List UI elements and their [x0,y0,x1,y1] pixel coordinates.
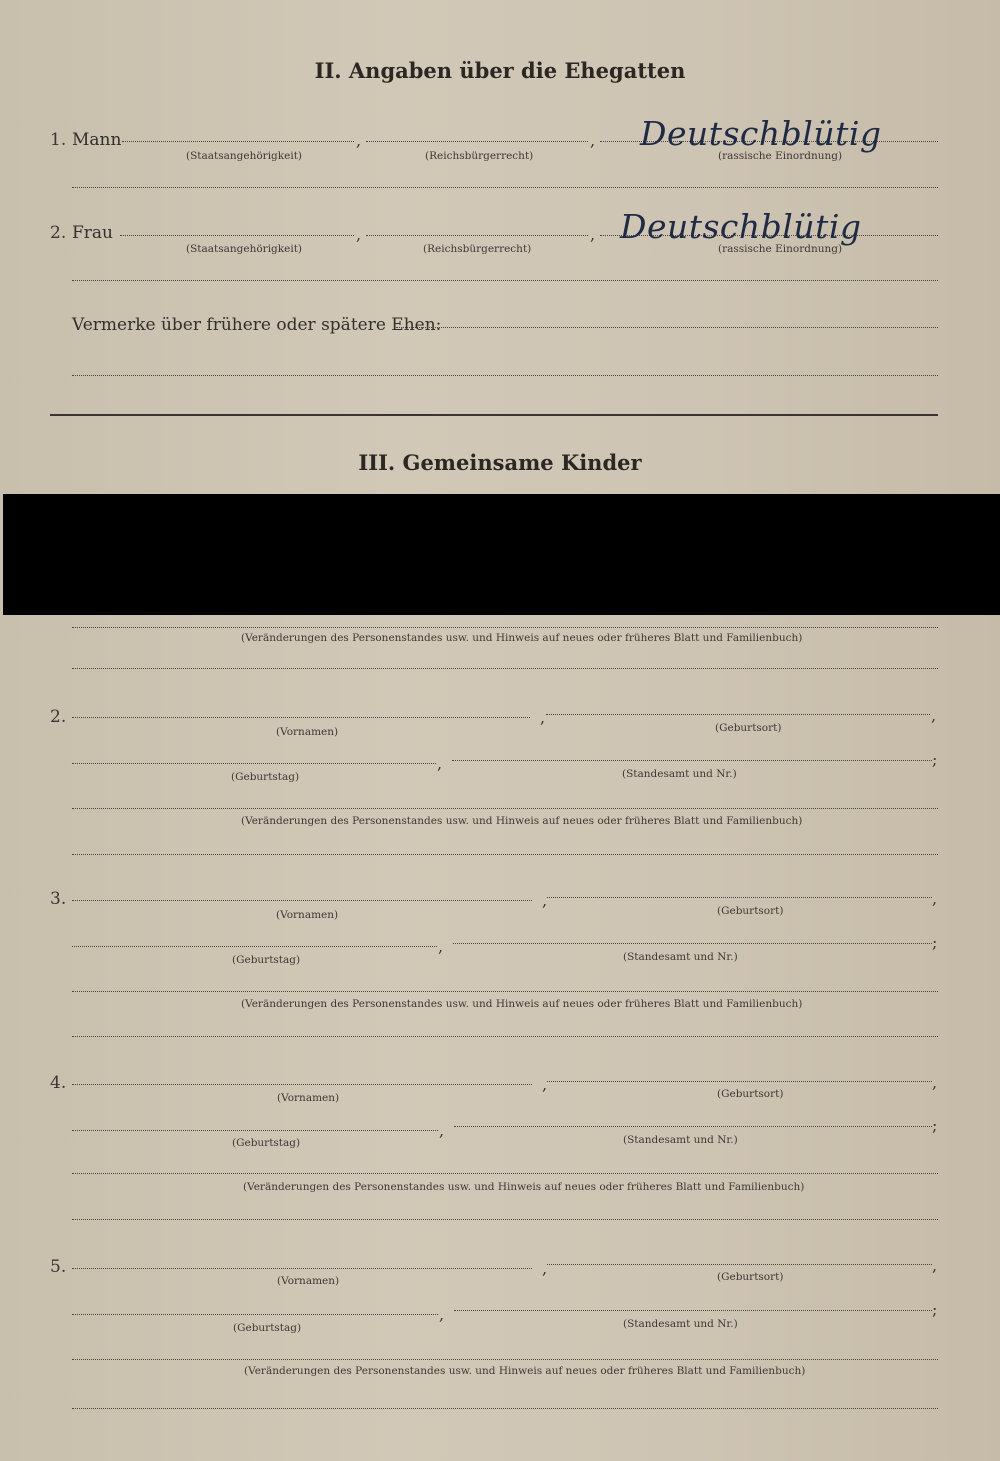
wife-label: Frau [72,223,114,243]
child-birthplace-line [546,714,930,715]
caption-changes: (Veränderungen des Personenstandes usw. und Hinweis auf neues oder früheres Blatt und Familienbuch) [244,1365,806,1377]
child-given-names-line [72,900,532,901]
wife-race-value: Deutschblütig [620,207,862,246]
caption-given-names: (Vornamen) [276,909,339,921]
section-iii-title: III. Gemeinsame Kinder [358,450,642,475]
caption-birthplace: (Geburtsort) [717,1271,784,1283]
comma: , [439,1121,445,1140]
child-2-number: 2. [50,707,67,727]
caption-race: (rassische Einordnung) [718,150,843,162]
caption-birthplace: (Geburtsort) [715,722,782,734]
child-extra-line [72,1219,938,1220]
child-extra-line [72,1036,938,1037]
caption-reich: (Reichsbürgerrecht) [425,150,534,162]
husband-reich-line [366,141,588,142]
caption-changes: (Veränderungen des Personenstandes usw. und Hinweis auf neues oder früheres Blatt und Familienbuch) [243,1181,805,1193]
child-birthday-line [72,763,436,764]
child-birthday-line [72,946,437,947]
comma: , [932,889,938,908]
comma: , [932,1256,938,1275]
semicolon: ; [932,1300,938,1319]
child-1-changes-line [72,627,938,628]
section-ii-title: II. Angaben über die Ehegatten [314,58,686,83]
wife-number: 2. [50,223,67,243]
child-birthplace-line [547,1081,932,1082]
child-given-names-line [72,717,530,718]
semicolon: ; [932,933,938,952]
husband-number: 1. [50,130,67,150]
remarks-line-2 [72,375,938,376]
caption-birthday: (Geburtstag) [232,954,301,966]
child-birthplace-line [547,1264,932,1265]
caption-registry: (Standesamt und Nr.) [622,768,737,780]
caption-registry: (Standesamt und Nr.) [623,1318,738,1330]
comma: , [356,131,362,150]
comma: , [932,1073,938,1092]
caption-birthplace: (Geburtsort) [717,905,784,917]
redaction-bar [3,494,1000,615]
child-4-number: 4. [50,1073,67,1093]
caption-race: (rassische Einordnung) [718,243,843,255]
child-birthday-line [72,1130,438,1131]
caption-registry: (Standesamt und Nr.) [623,1134,738,1146]
caption-given-names: (Vornamen) [276,726,339,738]
child-registry-line [453,943,932,944]
semicolon: ; [932,750,938,769]
comma: , [542,1259,548,1278]
comma: , [590,131,596,150]
husband-citizenship-line [122,141,354,142]
caption-birthday: (Geburtstag) [231,771,300,783]
child-registry-line [454,1126,932,1127]
caption-citizenship: (Staatsangehörigkeit) [186,243,303,255]
caption-reich: (Reichsbürgerrecht) [423,243,532,255]
semicolon: ; [932,1116,938,1135]
caption-changes: (Veränderungen des Personenstandes usw. und Hinweis auf neues oder früheres Blatt und Familienbuch) [241,632,803,644]
remarks-line-1 [396,327,938,328]
child-changes-line [72,808,938,809]
comma: , [590,225,596,244]
child-changes-line [72,991,938,992]
child-1-extra-line [72,668,938,669]
wife-extra-line [72,280,938,281]
husband-extra-line [72,187,938,188]
caption-birthplace: (Geburtsort) [717,1088,784,1100]
child-registry-line [454,1310,932,1311]
comma: , [542,1075,548,1094]
wife-citizenship-line [120,235,354,236]
section-divider [50,414,938,416]
child-3-number: 3. [50,889,67,909]
caption-changes: (Veränderungen des Personenstandes usw. und Hinweis auf neues oder früheres Blatt und Familienbuch) [241,815,803,827]
remarks-label: Vermerke über frühere oder spätere Ehen: [72,315,442,335]
comma: , [931,706,937,725]
caption-registry: (Standesamt und Nr.) [623,951,738,963]
child-birthday-line [72,1314,438,1315]
child-given-names-line [72,1268,532,1269]
caption-given-names: (Vornamen) [277,1092,340,1104]
comma: , [439,1305,445,1324]
husband-race-value: Deutschblütig [640,114,882,153]
comma: , [540,708,546,727]
caption-birthday: (Geburtstag) [233,1322,302,1334]
comma: , [356,225,362,244]
child-changes-line [72,1173,938,1174]
child-5-number: 5. [50,1257,67,1277]
caption-birthday: (Geburtstag) [232,1137,301,1149]
child-changes-line [72,1359,938,1360]
caption-changes: (Veränderungen des Personenstandes usw. und Hinweis auf neues oder früheres Blatt und Familienbuch) [241,998,803,1010]
child-birthplace-line [547,897,932,898]
husband-label: Mann [72,130,122,150]
comma: , [437,754,443,773]
comma: , [438,937,444,956]
child-given-names-line [72,1084,532,1085]
comma: , [542,891,548,910]
child-extra-line [72,854,938,855]
caption-given-names: (Vornamen) [277,1275,340,1287]
caption-citizenship: (Staatsangehörigkeit) [186,150,303,162]
child-registry-line [452,760,932,761]
child-extra-line [72,1408,938,1409]
wife-reich-line [366,235,588,236]
